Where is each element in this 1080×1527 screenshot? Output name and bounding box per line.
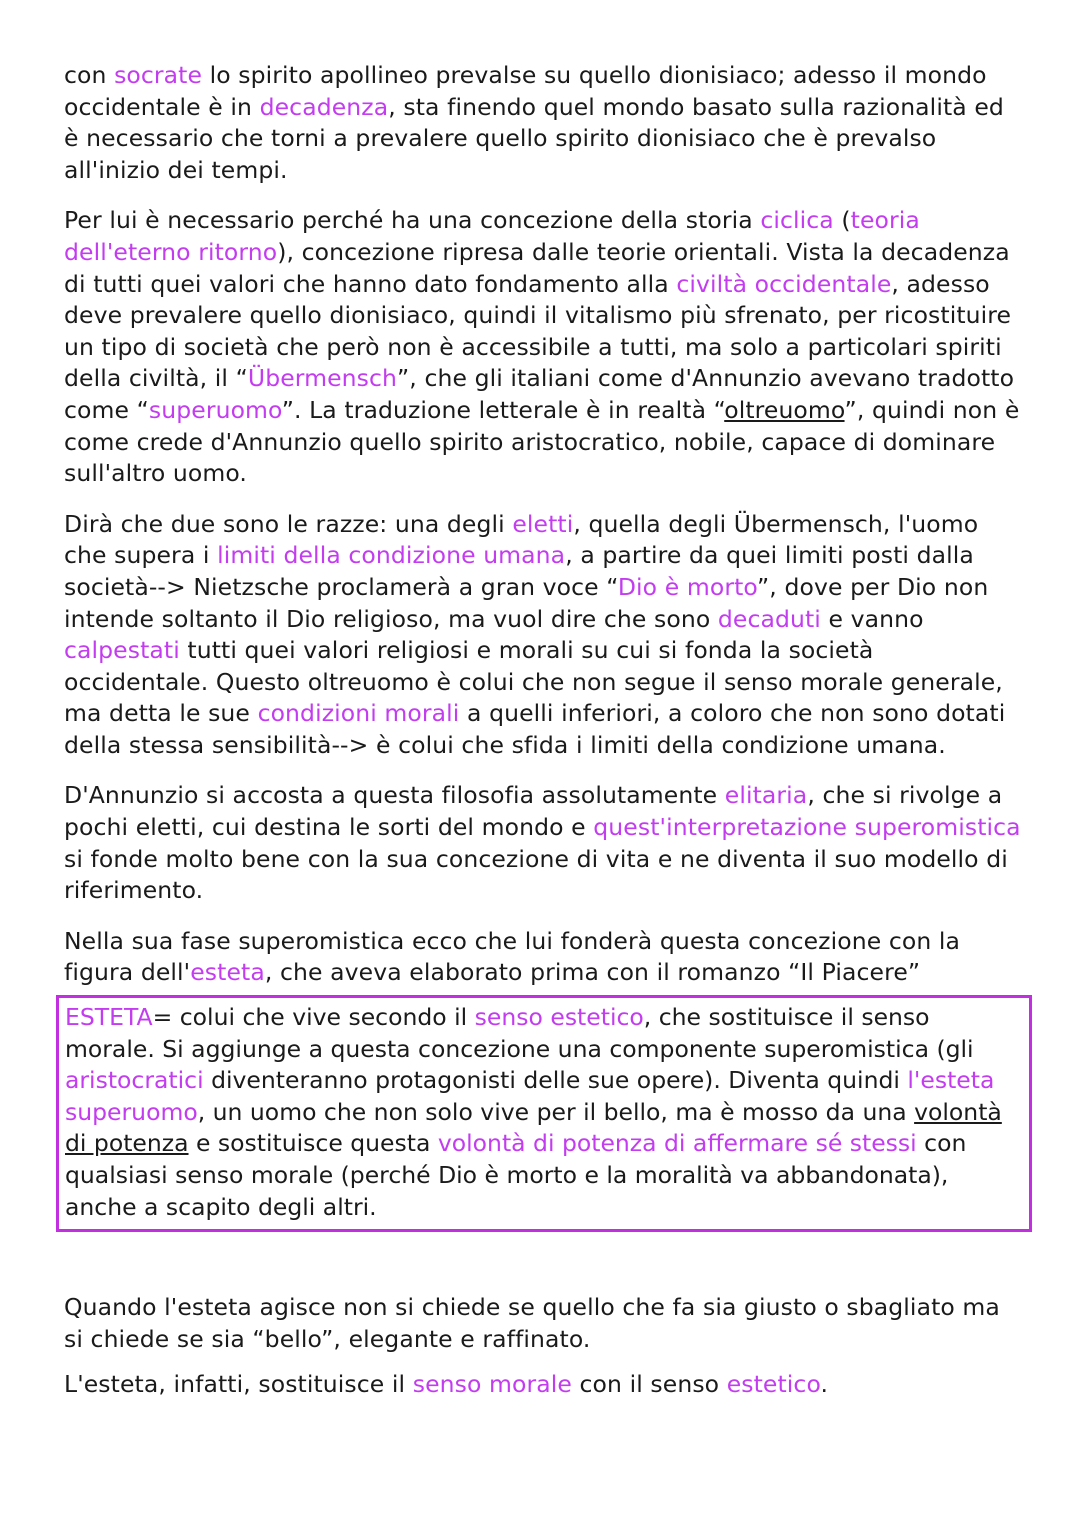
highlight-condizioni-morali: condizioni morali [257,699,460,728]
highlight-ubermensch: Übermensch [247,364,398,393]
paragraph-razze: Dirà che due sono le razze: una degli eletti, quella degli Übermensch, l'uomo che supera i limiti della condizione umana, a partire da quei limiti posti dalla società--> Nietzsche proclamerà a gran voce “Dio è morto”, dove per Dio non intende soltanto il Dio religioso, ma vuol dire che sono decaduti e vanno calpestati tutti quei valori religiosi e morali su cui si fonda la società occidentale. Questo oltreuomo è colui che non segue il senso morale generale, ma detta le sue condizioni morali a quelli inferiori, a coloro che non sono dotati della stessa sensibilità--> è colui che sfida i limiti della condizione umana. [64,509,1006,759]
paragraph-dannunzio: D'Annunzio si accosta a questa filosofia assolutamente elitaria, che si rivolge a pochi eletti, cui destina le sorti del mondo e quest'interpretazione superomistica si fonde molto bene con la sua concezione di vita e ne diventa il suo modello di riferimento. [64,781,1021,905]
highlight-aristocratici: aristocratici [65,1066,204,1095]
paragraph-socrate: con socrate lo spirito apollineo prevalse su quello dionisiaco; adesso il mondo occidentale è in decadenza, sta finendo quel mondo basato sulla razionalità ed è necessario che torni a prevalere quello spirito dionisiaco che è prevalso all'inizio dei tempi. [64,61,1004,184]
highlight-dio-e-morto: Dio è morto [617,572,758,601]
highlight-elitaria: elitaria [724,781,808,810]
highlight-superuomo: superuomo [148,395,282,424]
definition-term-esteta: ESTETA [65,1003,153,1032]
underline-volonta-di-potenza: volontà di potenza [65,1097,1002,1158]
underline-oltreuomo: oltreuomo [724,395,845,424]
highlight-decadenza: decadenza [259,92,389,121]
highlight-eterno-ritorno: teoria dell'eterno ritorno [64,206,920,266]
highlight-esteta-superuomo: l'esteta superuomo [65,1066,995,1126]
paragraph-fase-superomistica: Nella sua fase superomistica ecco che lui fonderà questa concezione con la figura dell'esteta, che aveva elaborato prima con il romanzo “Il Piacere” [64,926,961,987]
highlight-limiti: limiti della condizione umana [217,541,566,570]
definition-box-esteta: ESTETA= colui che vive secondo il senso estetico, che sostituisce il senso morale. Si aggiunge a questa concezione una componente superomistica (gli aristocratici diventeranno protagonisti delle sue opere). Diventa quindi l'esteta superuomo, un uomo che non solo vive per il bello, ma è mosso da una volontà di potenza e sostituisce questa volontà di potenza di affermare sé stessi con qualsiasi senso morale (perché Dio è morto e la moralità va abbandonata), anche a scapito degli altri. [56,995,1032,1232]
notes-page [64,60,1024,1420]
highlight-senso-estetico: senso estetico [474,1003,644,1032]
highlight-calpestati: calpestati [64,636,180,665]
highlight-estetico: estetico [726,1370,821,1399]
highlight-decaduti: decaduti [717,604,821,633]
highlight-ciclica: ciclica [760,206,834,235]
highlight-civilta-occidentale: civiltà occidentale [676,269,892,298]
paragraph-esteta-agisce: Quando l'esteta agisce non si chiede se quello che fa sia giusto o sbagliato ma si chiede se sia “bello”, elegante e raffinato. [64,1293,1000,1353]
highlight-eletti: eletti [512,509,574,538]
highlight-esteta: esteta [190,958,265,987]
highlight-senso-morale: senso morale [412,1370,572,1399]
paragraph-storia-ciclica: Per lui è necessario perché ha una concezione della storia ciclica (teoria dell'eterno ritorno), concezione ripresa dalle teorie orientali. Vista la decadenza di tutti quei valori che hanno dato fondamento alla civiltà occidentale, adesso deve prevalere quello dionisiaco, quindi il vitalismo più sfrenato, per ricostituire un tipo di società che però non è accessibile a tutti, ma solo a particolari spiriti della civiltà, il “Übermensch”, che gli italiani come d'Annunzio avevano tradotto come “superuomo”. La traduzione letterale è in realtà “oltreuomo”, quindi non è come crede d'Annunzio quello spirito aristocratico, nobile, capace di dominare sull'altro uomo. [64,206,1020,488]
highlight-volonta-affermare: volontà di potenza di affermare sé stessi [437,1129,917,1158]
paragraph-conclusione: L'esteta, infatti, sostituisce il senso morale con il senso estetico. [64,1370,829,1399]
highlight-socrate: socrate [114,61,203,89]
highlight-interpretazione-superomistica: quest'interpretazione superomistica [593,813,1021,842]
